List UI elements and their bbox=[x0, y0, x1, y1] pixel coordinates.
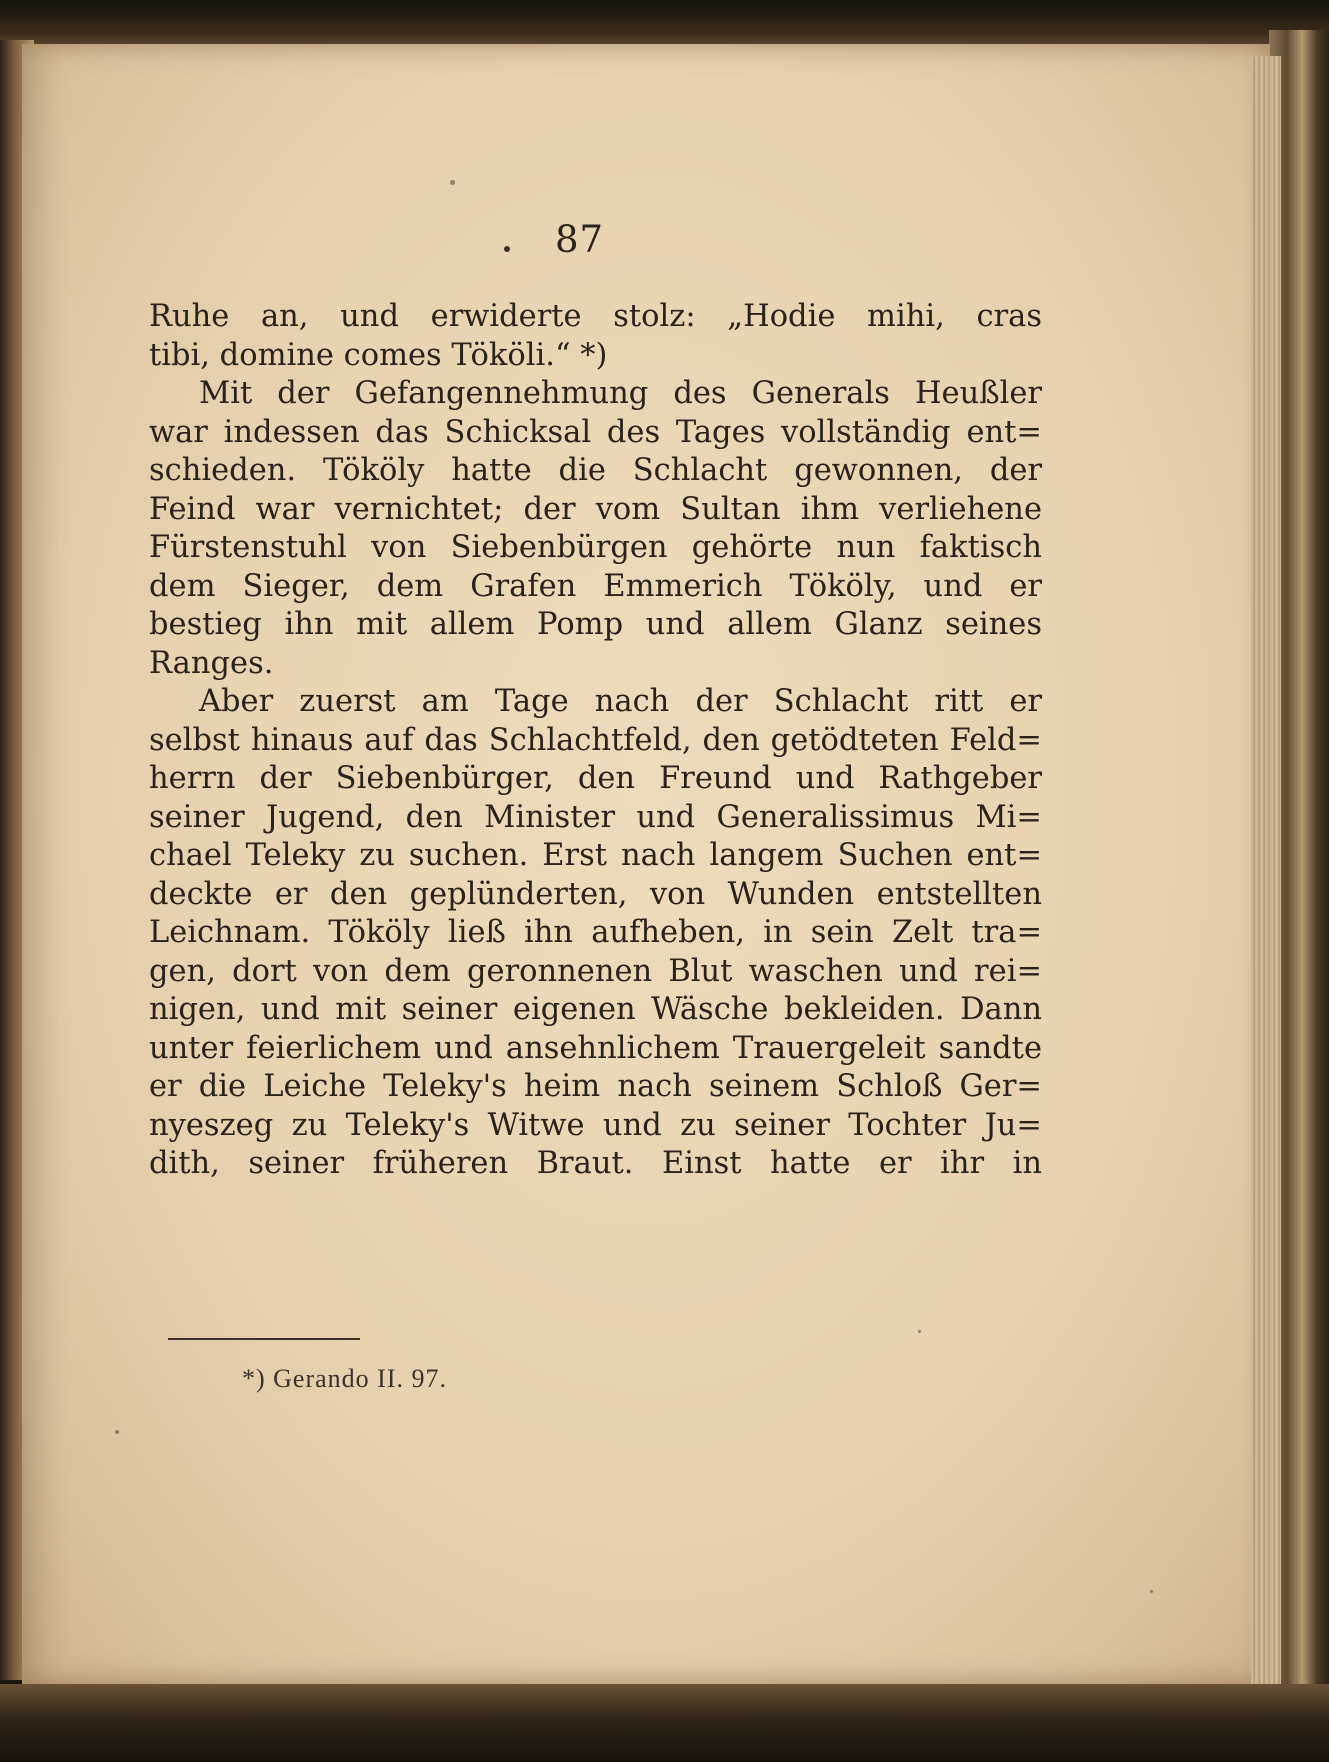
ink-mark bbox=[504, 246, 510, 252]
paper-speck bbox=[450, 180, 455, 185]
text-line: nyeszeg zu Teleky's Witwe und zu seiner Tochter Ju= bbox=[149, 1107, 1042, 1143]
footnote-rule bbox=[168, 1338, 360, 1340]
text-line: nigen, und mit seiner eigenen Wäsche bekleiden. Dann bbox=[149, 992, 1042, 1027]
text-line: dith, seiner früheren Braut. Einst hatte er ihr in bbox=[149, 1146, 1042, 1181]
text-line: unter feierlichem und ansehnlichem Trauergeleit sandte bbox=[149, 1030, 1042, 1066]
body-text bbox=[149, 298, 1042, 1184]
text-line: Feind war vernichtet; der vom Sultan ihm verliehene bbox=[149, 491, 1042, 527]
footnote: *) Gerando II. 97. bbox=[242, 1364, 447, 1393]
text-line: deckte er den geplünderten, von Wunden entstellten bbox=[149, 876, 1042, 912]
text-line: Mit der Gefangennehmung des Generals Heußler bbox=[199, 376, 1042, 411]
text-line: Ruhe an, und erwiderte stolz: „Hodie mihi, cras bbox=[149, 299, 1042, 334]
paper-speck bbox=[115, 1430, 119, 1434]
text-line: selbst hinaus auf das Schlachtfeld, den getödteten Feld= bbox=[149, 722, 1042, 758]
text-line: er die Leiche Teleky's heim nach seinem Schloß Ger= bbox=[149, 1069, 1042, 1104]
text-line: bestieg ihn mit allem Pomp und allem Glanz seines bbox=[149, 607, 1042, 642]
book-cover-bottom bbox=[0, 1684, 1329, 1762]
paper-speck bbox=[918, 1330, 921, 1333]
page-stack-edge bbox=[1251, 56, 1281, 1686]
text-line: gen, dort von dem geronnenen Blut waschen und rei= bbox=[149, 953, 1042, 989]
paper-speck bbox=[1150, 1590, 1153, 1593]
page-number: 87 bbox=[555, 218, 605, 261]
text-line: chael Teleky zu suchen. Erst nach langem Suchen ent= bbox=[149, 838, 1042, 873]
text-line: seiner Jugend, den Minister und Generalissimus Mi= bbox=[149, 799, 1042, 835]
text-line: schieden. Tököly hatte die Schlacht gewonnen, der bbox=[149, 453, 1042, 488]
text-line: war indessen das Schicksal des Tages vollständig ent= bbox=[149, 414, 1042, 450]
text-line: Fürstenstuhl von Siebenbürgen gehörte nun faktisch bbox=[149, 530, 1042, 565]
text-line: tibi, domine comes Tököli.“ *) bbox=[149, 337, 608, 373]
text-line: Aber zuerst am Tage nach der Schlacht ritt er bbox=[199, 684, 1042, 719]
text-line: Leichnam. Tököly ließ ihn aufheben, in sein Zelt tra= bbox=[149, 915, 1042, 950]
text-line: herrn der Siebenbürger, den Freund und Rathgeber bbox=[149, 761, 1042, 796]
text-line: dem Sieger, dem Grafen Emmerich Tököly, und er bbox=[149, 568, 1042, 604]
text-line: Ranges. bbox=[149, 645, 274, 681]
